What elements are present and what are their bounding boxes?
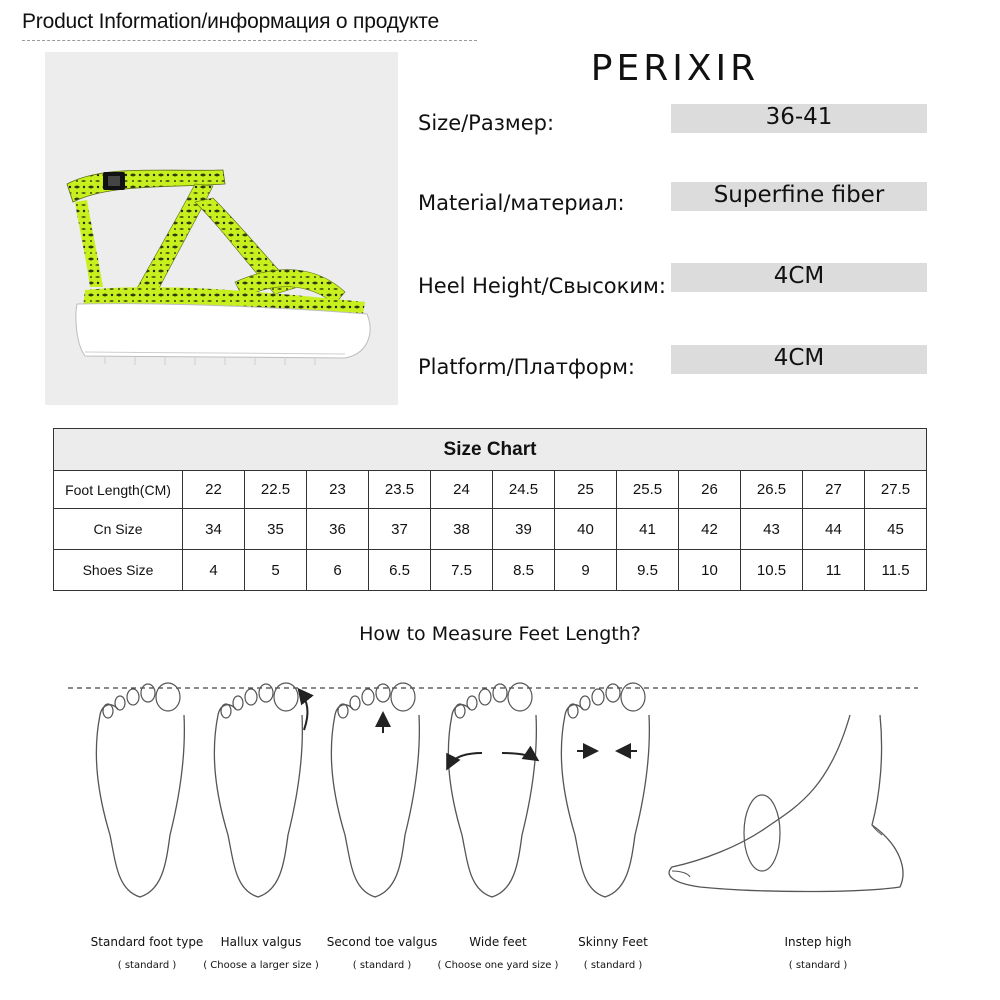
foot-type-note-wide-feet: ( Choose one yard size ): [437, 960, 559, 971]
table-cell: 37: [369, 509, 431, 550]
spec-heel-height-value: 4CM: [671, 263, 927, 292]
table-cell: 39: [493, 509, 555, 550]
product-photo: [45, 52, 398, 405]
foot-type-label-instep-high: Instep high: [784, 935, 852, 949]
table-cell: 6.5: [369, 550, 431, 591]
foot-type-note-standard: ( standard ): [117, 960, 177, 971]
table-cell: 44: [803, 509, 865, 550]
table-cell: 7.5: [431, 550, 493, 591]
table-cell: 23: [307, 471, 369, 509]
table-row-foot-length: [54, 471, 927, 509]
table-cell: 27: [803, 471, 865, 509]
table-cell: 26: [679, 471, 741, 509]
table-cell: 34: [183, 509, 245, 550]
page-header-title: Product Information/информация о продукте: [22, 10, 439, 33]
foot-type-note-second-toe-valgus: ( standard ): [352, 960, 412, 971]
spec-material-label: Material/материал:: [418, 191, 625, 215]
table-cell: 40: [555, 509, 617, 550]
feet-diagram: [0, 675, 1000, 915]
spec-platform-label: Platform/Платформ:: [418, 355, 636, 379]
header-divider: [22, 40, 477, 41]
spec-material-value: Superfine fiber: [671, 182, 927, 211]
foot-type-label-second-toe-valgus: Second toe valgus: [326, 935, 438, 949]
spec-platform-value: 4CM: [671, 345, 927, 374]
skinny-feet-drawing: [561, 683, 649, 897]
table-cell: 11.5: [865, 550, 927, 591]
row-label: Cn Size: [54, 509, 183, 550]
brand-name: PERIXIR: [590, 48, 760, 89]
table-cell: 22: [183, 471, 245, 509]
table-cell: 45: [865, 509, 927, 550]
foot-type-note-instep-high: ( standard ): [788, 960, 848, 971]
table-cell: 41: [617, 509, 679, 550]
table-cell: 9.5: [617, 550, 679, 591]
foot-type-label-hallux-valgus: Hallux valgus: [220, 935, 302, 949]
table-cell: 9: [555, 550, 617, 591]
row-label: Shoes Size: [54, 550, 183, 591]
row-label: Foot Length(CM): [54, 471, 183, 509]
measure-title: How to Measure Feet Length?: [359, 623, 641, 645]
table-cell: 25.5: [617, 471, 679, 509]
table-cell: 11: [803, 550, 865, 591]
wide-feet-drawing: [448, 683, 536, 897]
size-chart-title: Size Chart: [54, 429, 927, 471]
table-cell: 6: [307, 550, 369, 591]
table-cell: 8.5: [493, 550, 555, 591]
table-cell: 22.5: [245, 471, 307, 509]
spec-size-label: Size/Размер:: [418, 111, 555, 135]
table-cell: 35: [245, 509, 307, 550]
table-cell: 25: [555, 471, 617, 509]
sandal-illustration: [45, 52, 398, 405]
instep-high-foot-drawing: [669, 715, 903, 892]
table-cell: 10.5: [741, 550, 803, 591]
size-chart-table: [53, 428, 927, 591]
table-cell: 42: [679, 509, 741, 550]
foot-type-label-wide-feet: Wide feet: [469, 935, 527, 949]
table-cell: 36: [307, 509, 369, 550]
spec-size-value: 36-41: [671, 104, 927, 133]
table-cell: 27.5: [865, 471, 927, 509]
foot-type-label-standard: Standard foot type: [90, 935, 204, 949]
second-toe-valgus-foot-drawing: [331, 683, 419, 897]
table-cell: 24: [431, 471, 493, 509]
table-cell: 38: [431, 509, 493, 550]
table-cell: 23.5: [369, 471, 431, 509]
table-cell: 26.5: [741, 471, 803, 509]
table-cell: 24.5: [493, 471, 555, 509]
table-row-shoes-size: [54, 550, 927, 591]
table-cell: 10: [679, 550, 741, 591]
foot-type-label-skinny-feet: Skinny Feet: [578, 935, 648, 949]
table-cell: 4: [183, 550, 245, 591]
table-row-cn-size: [54, 509, 927, 550]
standard-foot-drawing: [96, 683, 184, 897]
hallux-valgus-foot-drawing: [214, 683, 307, 897]
spec-heel-height-label: Heel Height/Свысоким:: [418, 274, 666, 298]
table-cell: 43: [741, 509, 803, 550]
table-cell: 5: [245, 550, 307, 591]
foot-type-note-hallux-valgus: ( Choose a larger size ): [203, 960, 319, 971]
foot-type-note-skinny-feet: ( standard ): [583, 960, 643, 971]
